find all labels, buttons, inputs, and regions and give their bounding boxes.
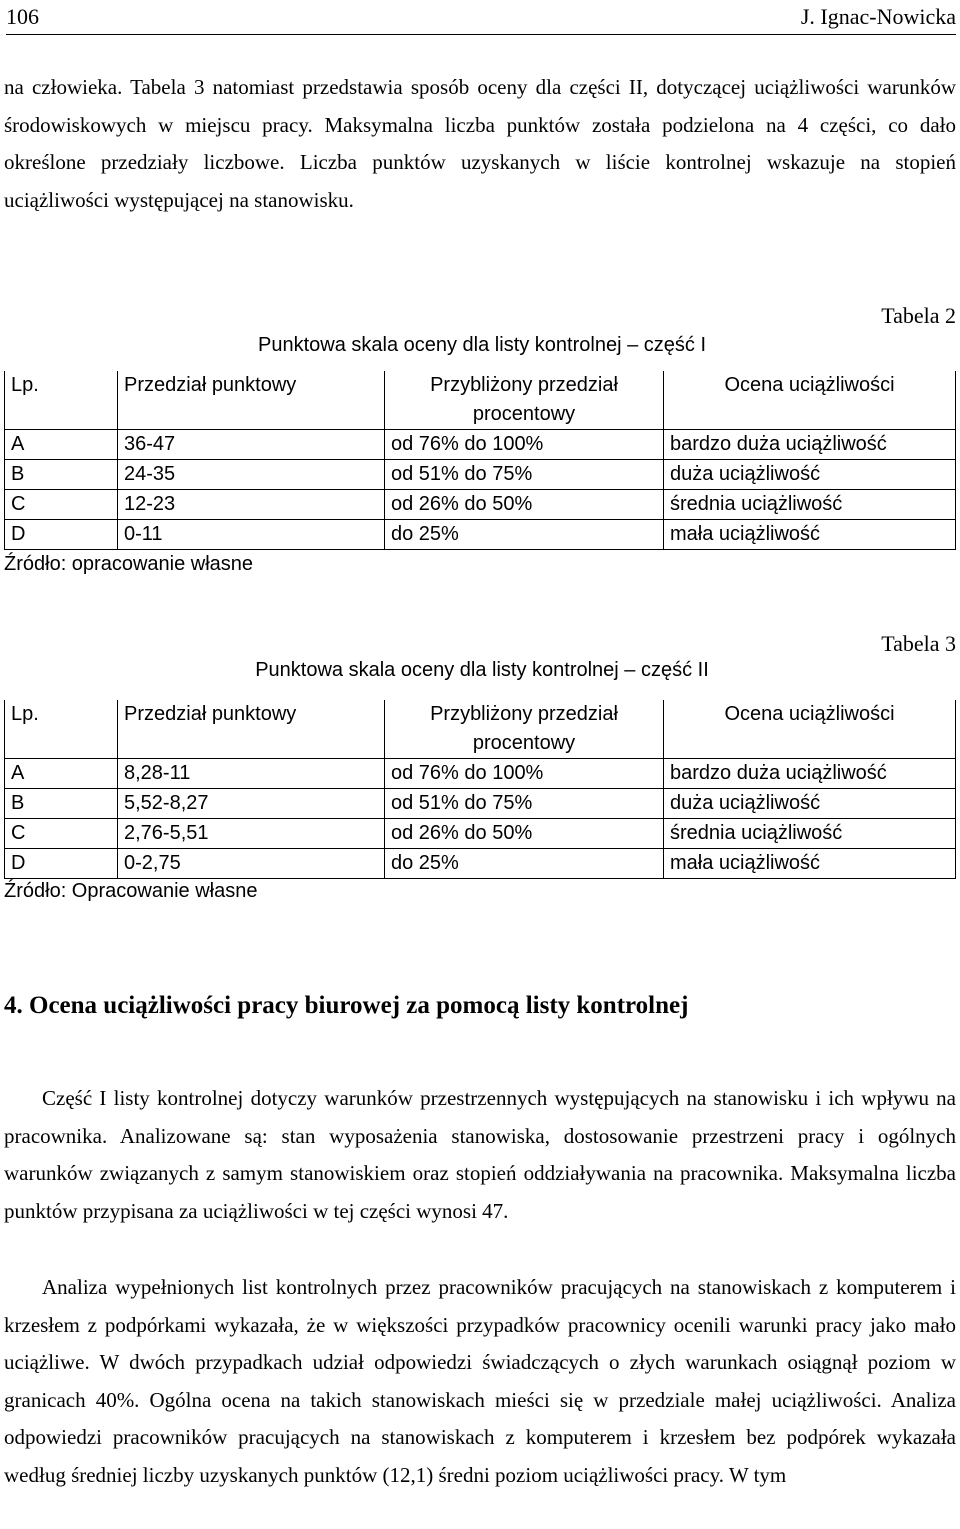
cell-rating: mała uciążliwość: [664, 849, 956, 879]
cell-percent: od 51% do 75%: [385, 460, 664, 490]
cell-rating: średnia uciążliwość: [664, 819, 956, 849]
cell-percent: do 25%: [385, 520, 664, 550]
cell-range: 0-2,75: [118, 849, 385, 879]
table-row: [5, 849, 956, 879]
table2-source: Źródło: opracowanie własne: [4, 553, 254, 575]
cell-percent: do 25%: [385, 849, 664, 879]
cell-rating: bardzo duża uciążliwość: [664, 430, 956, 460]
table2-number: Tabela 2: [881, 303, 956, 328]
cell-lp: C: [5, 490, 118, 520]
page-header: [6, 0, 956, 35]
cell-percent: od 76% do 100%: [385, 430, 664, 460]
table-header-row: [5, 371, 956, 430]
cell-percent: od 26% do 50%: [385, 819, 664, 849]
cell-lp: D: [5, 520, 118, 550]
cell-range: 5,52-8,27: [118, 789, 385, 819]
header-rating: Ocena uciążliwości: [664, 371, 956, 430]
table3-number: Tabela 3: [881, 631, 956, 656]
cell-lp: A: [5, 759, 118, 789]
table3-source: Źródło: Opracowanie własne: [4, 880, 258, 902]
cell-lp: A: [5, 430, 118, 460]
table-row: [5, 520, 956, 550]
cell-range: 8,28-11: [118, 759, 385, 789]
header-range: Przedział punktowy: [118, 700, 385, 759]
cell-lp: B: [5, 460, 118, 490]
cell-range: 36-47: [118, 430, 385, 460]
header-percent: Przybliżony przedział procentowy: [385, 700, 664, 759]
cell-rating: średnia uciążliwość: [664, 490, 956, 520]
cell-rating: duża uciążliwość: [664, 460, 956, 490]
table-row: [5, 759, 956, 789]
cell-range: 0-11: [118, 520, 385, 550]
cell-rating: mała uciążliwość: [664, 520, 956, 550]
header-lp: Lp.: [5, 371, 118, 430]
page-number: 106: [6, 4, 39, 29]
running-author: J. Ignac-Nowicka: [800, 4, 956, 29]
header-percent: Przybliżony przedział procentowy: [385, 371, 664, 430]
table-row: [5, 460, 956, 490]
cell-lp: D: [5, 849, 118, 879]
header-rating: Ocena uciążliwości: [664, 700, 956, 759]
table-header-row: [5, 700, 956, 759]
table2: [4, 371, 956, 550]
cell-range: 24-35: [118, 460, 385, 490]
cell-range: 2,76-5,51: [118, 819, 385, 849]
cell-percent: od 26% do 50%: [385, 490, 664, 520]
header-lp: Lp.: [5, 700, 118, 759]
table3-caption: Punktowa skala oceny dla listy kontrolnej – część II: [255, 659, 709, 681]
body-paragraph: Analiza wypełnionych list kontrolnych przez pracowników pracujących na stanowiskach z komputerem i krzesłem z podpórkami wykazała, że w większości przypadków pracownicy ocenili warunki pracy jako mało uciążliwe. W dwóch przypadkach udział odpowiedzi świadczących o złych warunkach osiągnął poziom w granicach 40%. Ogólna ocena na takich stanowiskach mieści się w przedziale małej uciążliwości. Analiza odpowiedzi pracowników pracujących na stanowiskach z komputerem i krzesłem bez podpórek wykazała według średniej liczby uzyskanych punktów (12,1) średni poziom uciążliwości pracy. W tym: [4, 1275, 956, 1487]
cell-lp: C: [5, 819, 118, 849]
cell-percent: od 76% do 100%: [385, 759, 664, 789]
table-row: [5, 819, 956, 849]
table3: [4, 700, 956, 879]
table-row: [5, 490, 956, 520]
cell-lp: B: [5, 789, 118, 819]
cell-rating: duża uciążliwość: [664, 789, 956, 819]
header-range: Przedział punktowy: [118, 371, 385, 430]
intro-paragraph: na człowieka. Tabela 3 natomiast przedstawia sposób oceny dla części II, dotyczącej uciążliwości warunków środowiskowych w miejscu pracy. Maksymalna liczba punktów została podzielona na 4 części, co dało określone przedziały liczbowe. Liczba punktów uzyskanych w liście kontrolnej wskazuje na stopień uciążliwości występującej na stanowisku.: [4, 75, 956, 212]
cell-range: 12-23: [118, 490, 385, 520]
table-row: [5, 789, 956, 819]
cell-rating: bardzo duża uciążliwość: [664, 759, 956, 789]
section-heading: 4. Ocena uciążliwości pracy biurowej za pomocą listy kontrolnej: [4, 992, 689, 1019]
table-row: [5, 430, 956, 460]
table2-caption: Punktowa skala oceny dla listy kontrolnej – część I: [258, 334, 706, 356]
body-paragraph: Część I listy kontrolnej dotyczy warunków przestrzennych występujących na stanowisku i ich wpływu na pracownika. Analizowane są: stan wyposażenia stanowiska, dostosowanie przestrzeni pracy i ogólnych warunków związanych z samym stanowiskiem oraz stopień oddziaływania na pracownika. Maksymalna liczba punktów przypisana za uciążliwości w tej części wynosi 47.: [4, 1086, 956, 1223]
cell-percent: od 51% do 75%: [385, 789, 664, 819]
